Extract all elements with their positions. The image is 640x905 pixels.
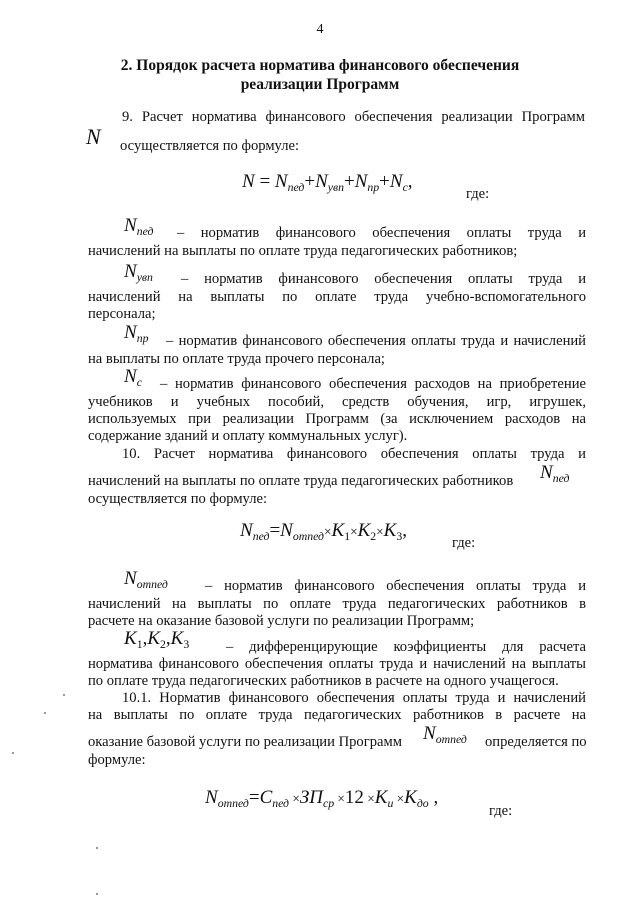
def-otped-line3: расчете на оказание базовой услуги по реализации Программ;	[88, 613, 475, 629]
def-pr-symbol: $N_{пр}$	[124, 322, 149, 346]
def-k-line3: по оплате труда педагогических работников в расчете на одного учащегося.	[88, 673, 559, 689]
page-number: 4	[316, 22, 324, 37]
def-ped-symbol: $N_{пед}$	[124, 215, 154, 239]
def-otped-line1: – норматив финансового обеспечения оплаты труда и	[205, 578, 586, 594]
scan-speck	[96, 893, 98, 895]
def-ped-line2: начислений на выплаты по оплате труда педагогических работников;	[88, 243, 518, 259]
def-ped-line1: – норматив финансового обеспечения оплаты труда и	[177, 225, 586, 241]
def-c-symbol: $N_c$	[124, 366, 142, 390]
formula-2-where: где:	[452, 535, 476, 551]
def-k-line1: – дифференцирующие коэффициенты для расчета	[226, 639, 586, 655]
scan-speck	[63, 694, 65, 696]
formula-2: $N_{пед}=N_{отпед}\times K_1\times K_2\times K_3$,	[240, 520, 407, 544]
formula-3: $N_{отпед}=C_{пед} \times ЗП_{ср} \times 12 \times K_и \times K_{до}$ ,	[205, 787, 439, 811]
def-c-line1: – норматив финансового обеспечения расходов на приобретение	[160, 376, 586, 392]
section-title-line1: 2. Порядок расчета норматива финансового обеспечения	[120, 57, 520, 74]
def-pr-line2: на выплаты по оплате труда прочего персонала;	[88, 351, 385, 367]
def-otped-symbol: $N_{отпед}$	[124, 568, 168, 592]
scan-speck	[96, 847, 98, 849]
def-c-line2: учебников и учебных пособий, средств обучения, игр, игрушек,	[88, 394, 586, 410]
def-k-line2: норматива финансового обеспечения оплаты труда и начислений на выплаты	[88, 656, 586, 672]
def-uvp-line3: персонала;	[88, 306, 156, 322]
p9-line1: 9. Расчет норматива финансового обеспечения реализации Программ	[122, 109, 585, 125]
p10-1-symbol: $N_{отпед}$	[423, 723, 467, 747]
def-uvp-symbol: $N_{увп}$	[124, 261, 153, 285]
def-c-line3: используемых при реализации Программ (за исключением расходов на	[88, 411, 586, 427]
def-uvp-line1: – норматив финансового обеспечения оплаты труда и	[181, 271, 586, 287]
def-uvp-line2: начислений на выплаты по оплате труда учебно-вспомогательного	[88, 289, 586, 305]
section-title-line2: реализации Программ	[240, 76, 400, 93]
p10-line2: начислений на выплаты по оплате труда педагогических работников	[88, 473, 514, 489]
p10-1-line3-end: определяется по	[485, 734, 587, 750]
p10-line3: осуществляется по формуле:	[88, 491, 268, 507]
formula-3-where: где:	[489, 803, 513, 819]
p10-1-line2: на выплаты по оплате труда педагогических работников в расчете на	[88, 707, 586, 723]
p9-line2: осуществляется по формуле:	[120, 138, 300, 154]
def-k-symbols: $K_1,K_2,K_3$	[124, 628, 190, 652]
def-otped-line2: начислений на выплаты по оплате труда педагогических работников в	[88, 596, 586, 612]
scan-speck	[12, 752, 14, 754]
p10-line1: 10. Расчет норматива финансового обеспечения оплаты труда и	[122, 446, 586, 462]
def-c-line4: содержание зданий и оплату коммунальных услуг).	[88, 428, 408, 444]
p9-symbol: N	[86, 124, 101, 149]
formula-1: $N = N_{пед}+N_{увп}+N_{пр}+N_c$,	[242, 171, 413, 195]
scan-speck	[44, 712, 46, 714]
p10-1-line1: 10.1. Норматив финансового обеспечения оплаты труда и начислений	[122, 690, 586, 706]
p10-symbol: $N_{пед}$	[540, 462, 570, 486]
p10-1-line4: формуле:	[88, 752, 146, 768]
formula-1-where: где:	[466, 186, 490, 202]
def-pr-line1: – норматив финансового обеспечения оплаты труда и начислений	[166, 333, 586, 349]
p10-1-line3: оказание базовой услуги по реализации Программ	[88, 734, 402, 750]
